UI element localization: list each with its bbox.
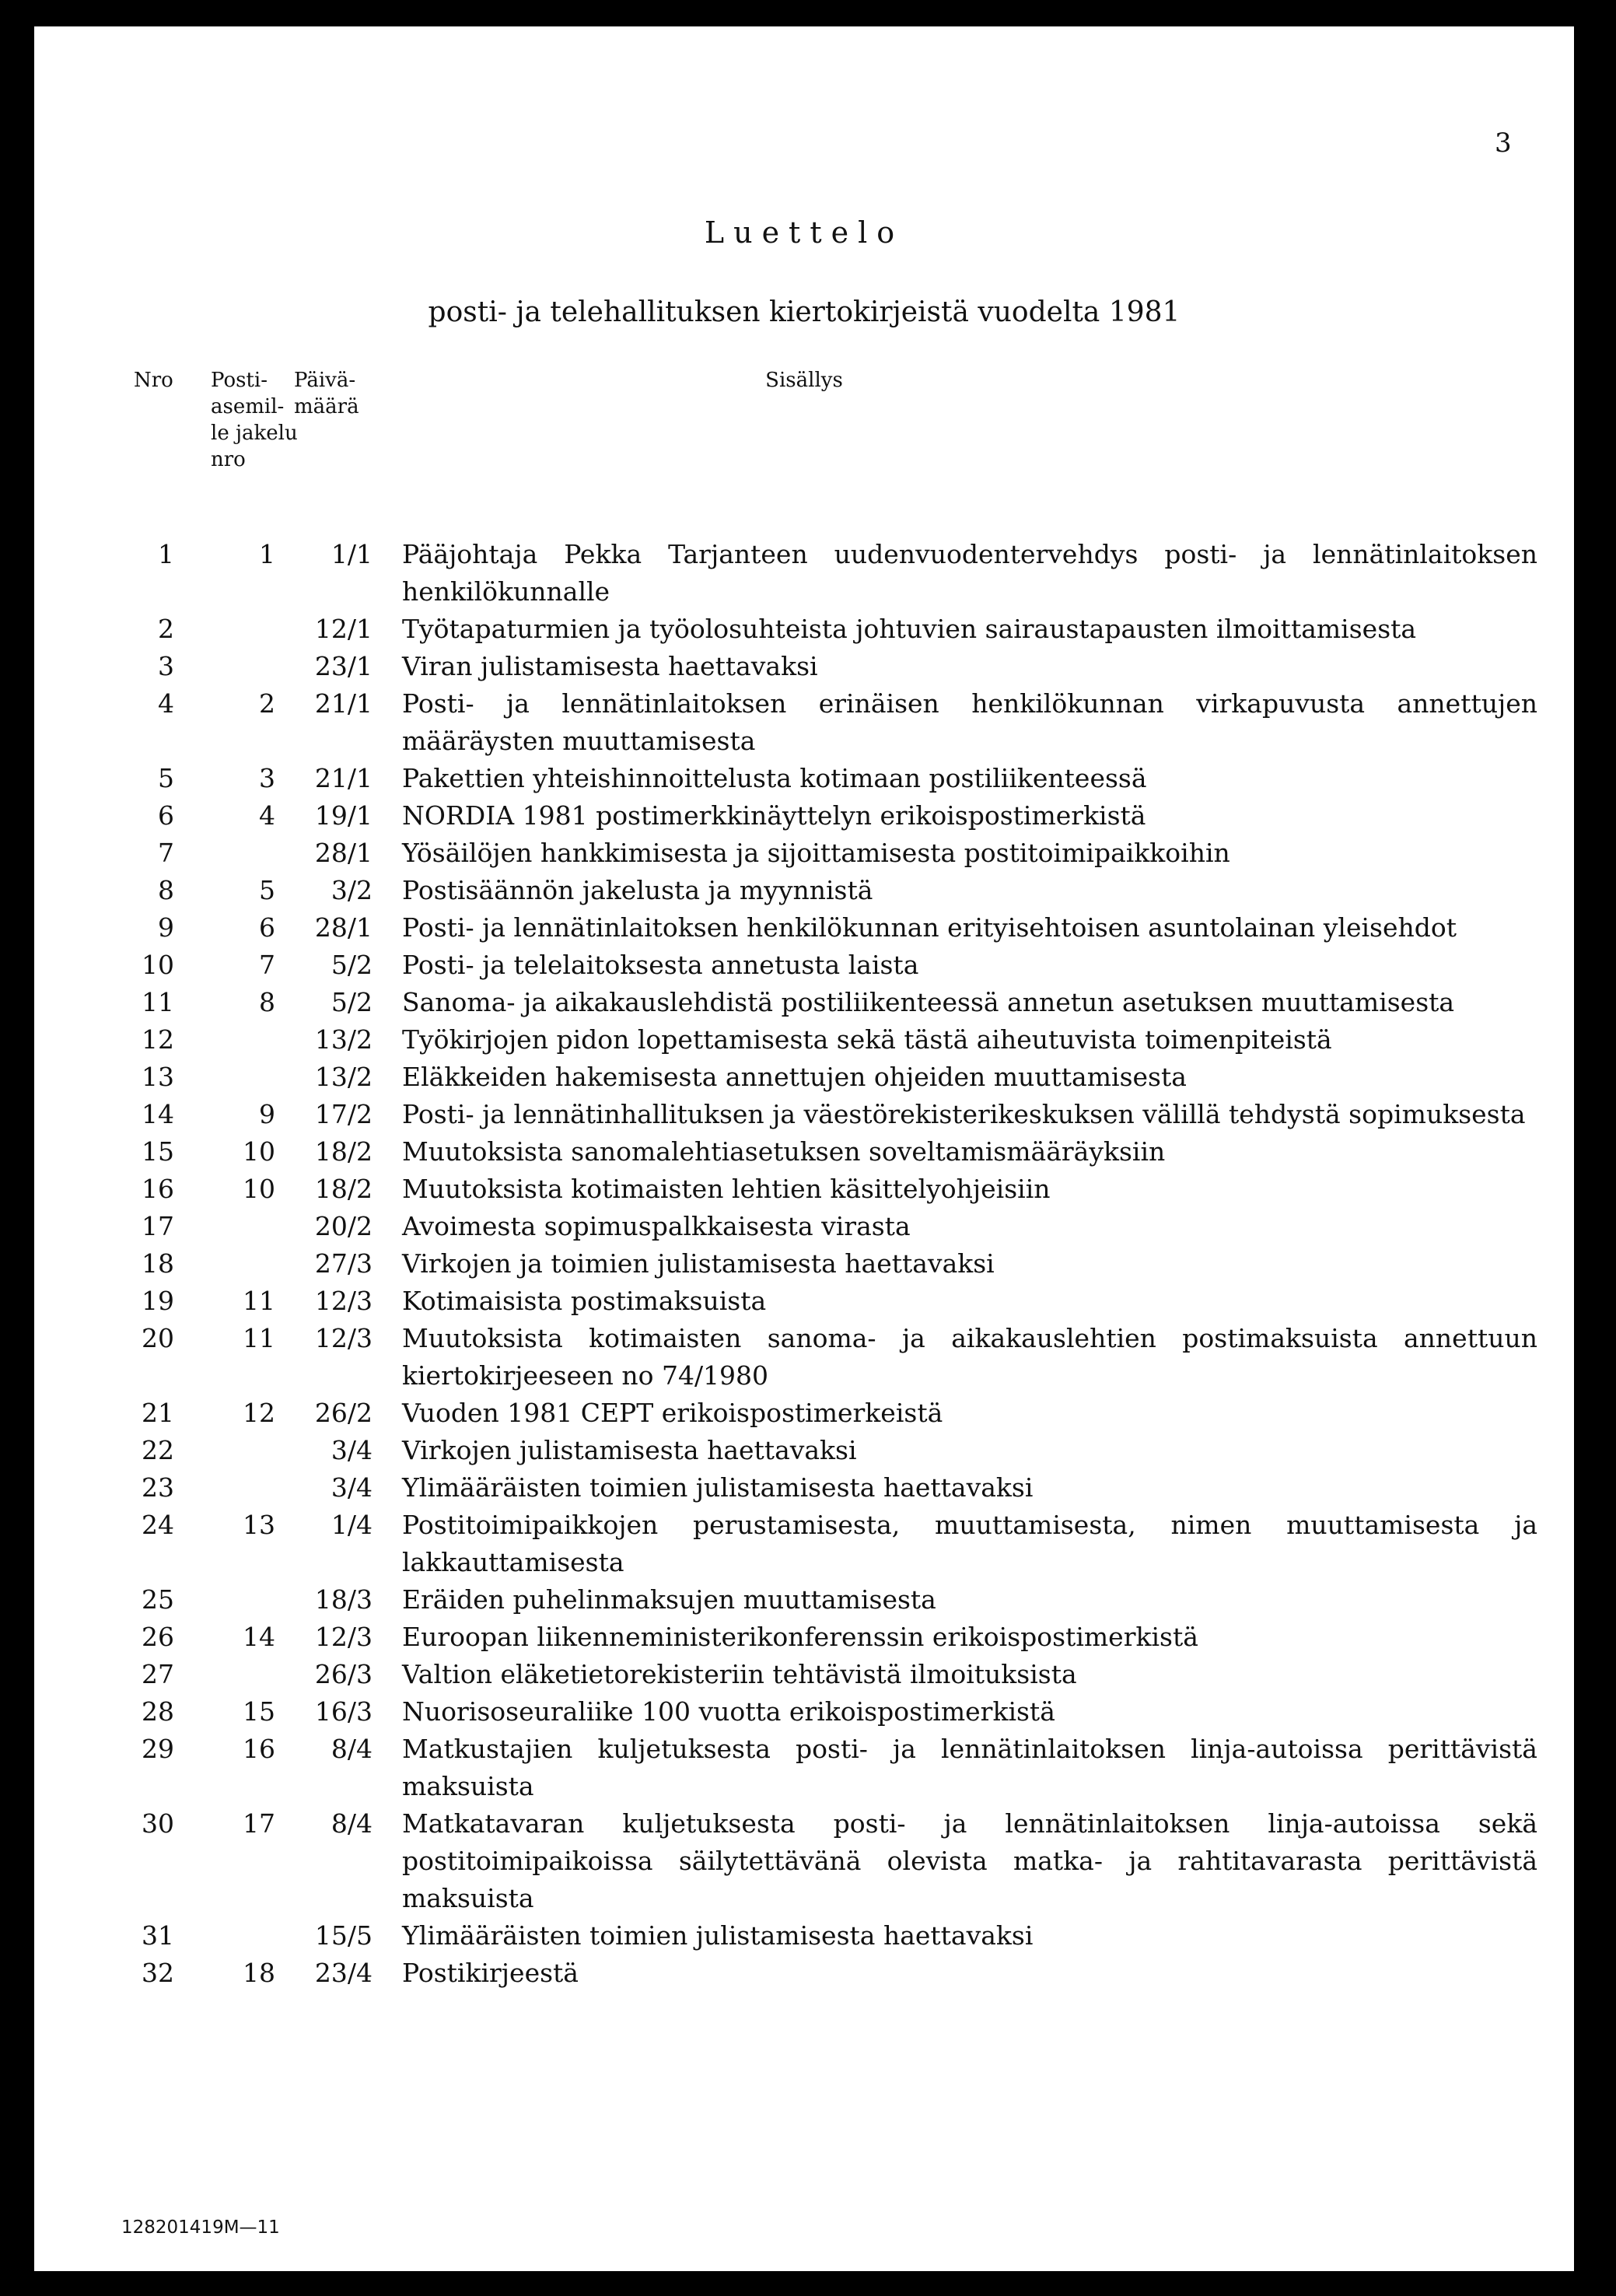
row-paivamaara: 28/1: [314, 838, 373, 868]
row-sisallys: Virkojen julistamisesta haettavaksi: [402, 1435, 857, 1465]
row-paivamaara: 15/5: [314, 1920, 373, 1951]
row-paivamaara: 26/3: [314, 1659, 373, 1689]
table-row: [34, 1096, 1574, 1133]
row-nro: 18: [142, 1248, 174, 1279]
table-row: [34, 760, 1574, 797]
row-sisallys: Pakettien yhteishinnoittelusta kotimaan postiliikenteessä: [402, 763, 1147, 793]
table-row: [34, 1507, 1574, 1581]
row-nro: 29: [142, 1734, 174, 1764]
row-sisallys: Posti- ja lennätinlaitoksen erinäisen henkilökunnan virkapuvusta annettujen määräysten muuttamisesta: [402, 688, 1537, 756]
row-sisallys: Eläkkeiden hakemisesta annettujen ohjeiden muuttamisesta: [402, 1062, 1187, 1092]
row-posti-nro: 8: [259, 987, 275, 1017]
row-nro: 8: [158, 875, 174, 905]
row-paivamaara: 26/2: [314, 1398, 373, 1428]
row-paivamaara: 21/1: [314, 763, 373, 793]
row-paivamaara: 3/4: [331, 1435, 373, 1465]
table-row: [34, 1693, 1574, 1731]
row-nro: 21: [142, 1398, 174, 1428]
row-paivamaara: 13/2: [314, 1062, 373, 1092]
table-row: [34, 611, 1574, 648]
row-sisallys: Vuoden 1981 CEPT erikoispostimerkeistä: [402, 1398, 943, 1428]
row-paivamaara: 16/3: [314, 1696, 373, 1727]
table-row: [34, 685, 1574, 760]
table-body: [34, 536, 1574, 1992]
column-header-posti: Posti- asemil- le jakelu nro: [211, 369, 298, 471]
row-posti-nro: 10: [243, 1174, 275, 1204]
row-posti-nro: 13: [243, 1510, 275, 1540]
row-nro: 11: [142, 987, 174, 1017]
row-sisallys: Muutoksista kotimaisten sanoma- ja aikakauslehtien postimaksuista annettuun kiertokirjeeseen no 74/1980: [402, 1323, 1537, 1391]
column-header-sisallys: Sisällys: [765, 369, 843, 392]
row-nro: 1: [158, 539, 174, 569]
row-sisallys: NORDIA 1981 postimerkkinäyttelyn erikoispostimerkistä: [402, 800, 1146, 831]
row-paivamaara: 23/1: [314, 651, 373, 681]
table-row: [34, 835, 1574, 872]
row-posti-nro: 12: [243, 1398, 275, 1428]
row-posti-nro: 11: [243, 1286, 275, 1316]
row-nro: 26: [142, 1622, 174, 1652]
page-title: Luettelo: [704, 215, 904, 250]
row-nro: 23: [142, 1472, 174, 1503]
row-nro: 15: [142, 1136, 174, 1167]
table-row: [34, 1731, 1574, 1805]
row-paivamaara: 18/2: [314, 1174, 373, 1204]
row-sisallys: Ylimääräisten toimien julistamisesta haettavaksi: [402, 1472, 1034, 1503]
row-sisallys: Valtion eläketietorekisteriin tehtävistä ilmoituksista: [402, 1659, 1077, 1689]
row-paivamaara: 8/4: [331, 1808, 373, 1839]
row-paivamaara: 23/4: [314, 1958, 373, 1988]
row-paivamaara: 3/4: [331, 1472, 373, 1503]
row-paivamaara: 1/1: [331, 539, 373, 569]
row-sisallys: Nuorisoseuraliike 100 vuotta erikoispostimerkistä: [402, 1696, 1055, 1727]
row-paivamaara: 5/2: [331, 987, 373, 1017]
row-sisallys: Eräiden puhelinmaksujen muuttamisesta: [402, 1584, 936, 1615]
row-sisallys: Postisäännön jakelusta ja myynnistä: [402, 875, 873, 905]
row-paivamaara: 18/3: [314, 1584, 373, 1615]
table-row: [34, 1581, 1574, 1619]
row-nro: 9: [158, 912, 174, 943]
table-row: [34, 872, 1574, 909]
row-posti-nro: 16: [243, 1734, 275, 1764]
table-row: [34, 984, 1574, 1021]
row-nro: 31: [142, 1920, 174, 1951]
table-row: [34, 1432, 1574, 1469]
row-posti-nro: 6: [259, 912, 275, 943]
row-sisallys: Matkatavaran kuljetuksesta posti- ja lennätinlaitoksen linja-autoissa sekä postitoimipaikoissa säilytettävänä olevista matka- ja rahtitavarasta perittävistä maksuista: [402, 1808, 1537, 1913]
row-paivamaara: 19/1: [314, 800, 373, 831]
footer-code: 128201419M—11: [121, 2217, 280, 2238]
row-paivamaara: 13/2: [314, 1024, 373, 1055]
row-nro: 5: [158, 763, 174, 793]
row-posti-nro: 3: [259, 763, 275, 793]
row-posti-nro: 14: [243, 1622, 275, 1652]
table-row: [34, 797, 1574, 835]
row-posti-nro: 10: [243, 1136, 275, 1167]
table-row: [34, 909, 1574, 947]
row-posti-nro: 5: [259, 875, 275, 905]
row-posti-nro: 15: [243, 1696, 275, 1727]
column-header-paivamaara: Päivä- määrä: [294, 369, 359, 418]
document-page: [34, 26, 1574, 2271]
row-nro: 32: [142, 1958, 174, 1988]
row-posti-nro: 1: [259, 539, 275, 569]
table-row: [34, 947, 1574, 984]
row-paivamaara: 27/3: [314, 1248, 373, 1279]
row-nro: 12: [142, 1024, 174, 1055]
row-nro: 28: [142, 1696, 174, 1727]
row-sisallys: Työkirjojen pidon lopettamisesta sekä tästä aiheutuvista toimenpiteistä: [402, 1024, 1332, 1055]
row-paivamaara: 12/1: [314, 614, 373, 644]
row-sisallys: Posti- ja telelaitoksesta annetusta laista: [402, 950, 919, 980]
table-row: [34, 1917, 1574, 1955]
row-nro: 14: [142, 1099, 174, 1129]
table-row: [34, 1805, 1574, 1917]
row-paivamaara: 12/3: [314, 1323, 373, 1353]
table-row: [34, 1208, 1574, 1245]
row-sisallys: Postikirjeestä: [402, 1958, 579, 1988]
row-paivamaara: 20/2: [314, 1211, 373, 1241]
row-nro: 22: [142, 1435, 174, 1465]
row-paivamaara: 18/2: [314, 1136, 373, 1167]
row-sisallys: Kotimaisista postimaksuista: [402, 1286, 767, 1316]
row-nro: 20: [142, 1323, 174, 1353]
row-sisallys: Ylimääräisten toimien julistamisesta haettavaksi: [402, 1920, 1034, 1951]
row-posti-nro: 18: [243, 1958, 275, 1988]
table-row: [34, 1320, 1574, 1395]
row-sisallys: Euroopan liikenneministerikonferenssin erikoispostimerkistä: [402, 1622, 1198, 1652]
row-paivamaara: 21/1: [314, 688, 373, 719]
table-row: [34, 1619, 1574, 1656]
table-row: [34, 1955, 1574, 1992]
row-paivamaara: 8/4: [331, 1734, 373, 1764]
row-nro: 24: [142, 1510, 174, 1540]
row-nro: 13: [142, 1062, 174, 1092]
table-row: [34, 1395, 1574, 1432]
row-nro: 3: [158, 651, 174, 681]
row-posti-nro: 9: [259, 1099, 275, 1129]
row-paivamaara: 3/2: [331, 875, 373, 905]
page-number: 3: [1495, 128, 1512, 159]
table-row: [34, 1283, 1574, 1320]
row-sisallys: Sanoma- ja aikakauslehdistä postiliikenteessä annetun asetuksen muuttamisesta: [402, 987, 1455, 1017]
row-posti-nro: 7: [259, 950, 275, 980]
page-subtitle: posti- ja telehallituksen kiertokirjeistä vuodelta 1981: [428, 296, 1181, 328]
row-sisallys: Yösäilöjen hankkimisesta ja sijoittamisesta postitoimipaikkoihin: [402, 838, 1230, 868]
row-sisallys: Työtapaturmien ja työolosuhteista johtuvien sairaustapausten ilmoittamisesta: [402, 614, 1417, 644]
table-row: [34, 1059, 1574, 1096]
table-row: [34, 1656, 1574, 1693]
row-sisallys: Posti- ja lennätinhallituksen ja väestörekisterikeskuksen välillä tehdystä sopimuksesta: [402, 1099, 1526, 1129]
row-paivamaara: 12/3: [314, 1622, 373, 1652]
row-posti-nro: 2: [259, 688, 275, 719]
row-nro: 25: [142, 1584, 174, 1615]
row-posti-nro: 17: [243, 1808, 275, 1839]
row-nro: 19: [142, 1286, 174, 1316]
table-row: [34, 1245, 1574, 1283]
row-sisallys: Pääjohtaja Pekka Tarjanteen uudenvuodentervehdys posti- ja lennätinlaitoksen henkilökunnalle: [402, 539, 1537, 607]
row-posti-nro: 4: [259, 800, 275, 831]
table-row: [34, 1133, 1574, 1171]
table-row: [34, 648, 1574, 685]
row-paivamaara: 5/2: [331, 950, 373, 980]
row-nro: 27: [142, 1659, 174, 1689]
row-sisallys: Avoimesta sopimuspalkkaisesta virasta: [402, 1211, 911, 1241]
row-sisallys: Viran julistamisesta haettavaksi: [402, 651, 818, 681]
row-nro: 2: [158, 614, 174, 644]
row-paivamaara: 1/4: [331, 1510, 373, 1540]
row-paivamaara: 12/3: [314, 1286, 373, 1316]
table-row: [34, 1021, 1574, 1059]
row-sisallys: Postitoimipaikkojen perustamisesta, muuttamisesta, nimen muuttamisesta ja lakkauttamisesta: [402, 1510, 1537, 1577]
row-sisallys: Virkojen ja toimien julistamisesta haettavaksi: [402, 1248, 995, 1279]
row-nro: 10: [142, 950, 174, 980]
row-nro: 17: [142, 1211, 174, 1241]
row-sisallys: Muutoksista kotimaisten lehtien käsittelyohjeisiin: [402, 1174, 1051, 1204]
row-nro: 6: [158, 800, 174, 831]
table-row: [34, 1469, 1574, 1507]
column-header-nro: Nro: [134, 369, 173, 392]
row-sisallys: Muutoksista sanomalehtiasetuksen soveltamismääräyksiin: [402, 1136, 1166, 1167]
row-nro: 16: [142, 1174, 174, 1204]
row-nro: 30: [142, 1808, 174, 1839]
row-nro: 7: [158, 838, 174, 868]
row-paivamaara: 17/2: [314, 1099, 373, 1129]
row-sisallys: Posti- ja lennätinlaitoksen henkilökunnan erityisehtoisen asuntolainan yleisehdot: [402, 912, 1457, 943]
table-row: [34, 536, 1574, 611]
row-nro: 4: [158, 688, 174, 719]
row-paivamaara: 28/1: [314, 912, 373, 943]
row-sisallys: Matkustajien kuljetuksesta posti- ja lennätinlaitoksen linja-autoissa perittävistä maksuista: [402, 1734, 1537, 1801]
row-posti-nro: 11: [243, 1323, 275, 1353]
table-row: [34, 1171, 1574, 1208]
